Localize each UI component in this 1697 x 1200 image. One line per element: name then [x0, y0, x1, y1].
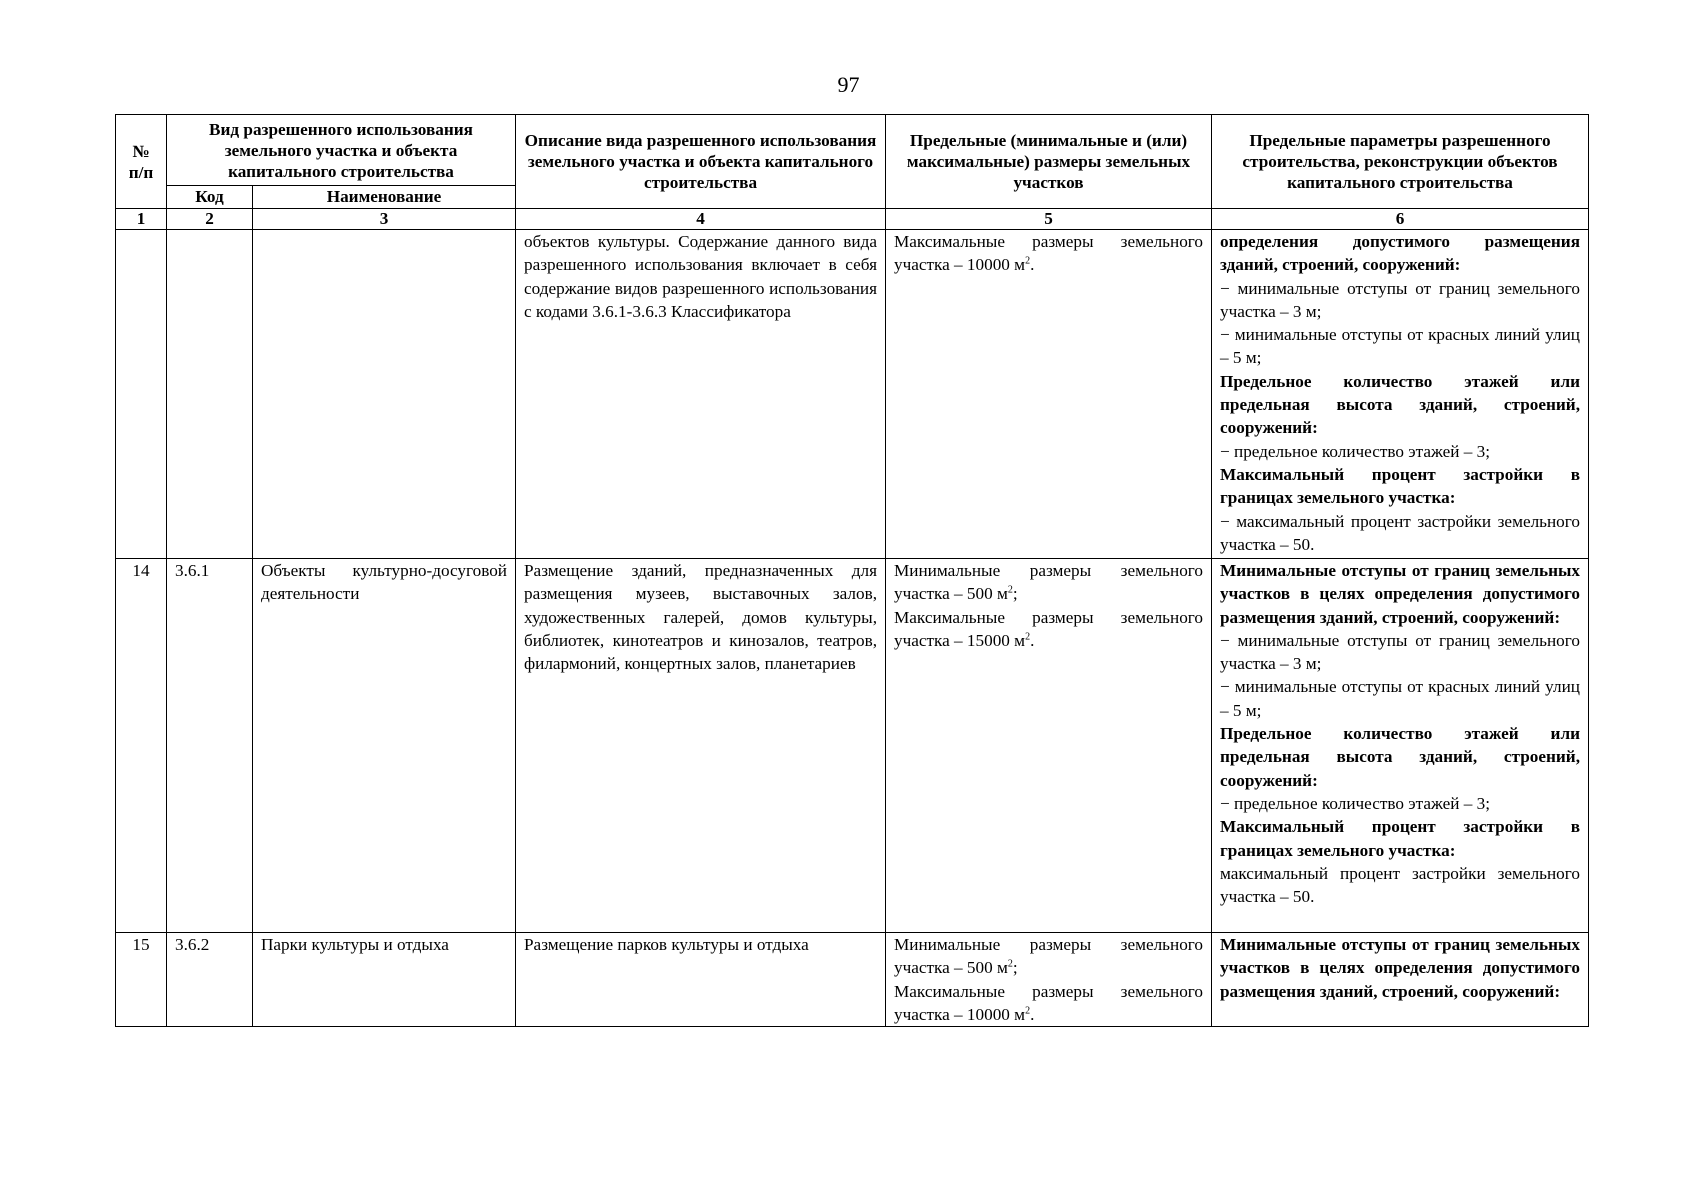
column-number: 2 — [167, 209, 253, 230]
row-name: Парки культуры и отдыха — [253, 933, 516, 1027]
param-item: − минимальные отступы от границ земельного участка – 3 м; — [1220, 630, 1580, 674]
header-description: Описание вида разрешенного использования земельного участка и объекта капитального строительства — [516, 115, 886, 209]
param-item: максимальный процент застройки земельного участка – 50. — [1220, 863, 1580, 907]
table-row — [116, 559, 1589, 933]
param-heading: Максимальный процент застройки в границах земельного участка: — [1220, 464, 1580, 508]
param-item: − максимальный процент застройки земельного участка – 50. — [1220, 511, 1580, 554]
unit-superscript: 2 — [1025, 255, 1031, 267]
row-plot-sizes — [886, 559, 1212, 933]
page-number: 97 — [837, 72, 860, 97]
column-number: 6 — [1212, 209, 1589, 230]
header-code: Код — [167, 186, 253, 209]
row-plot-sizes — [886, 230, 1212, 559]
row-code — [167, 230, 253, 559]
unit-superscript: 2 — [1007, 958, 1013, 970]
param-item: − предельное количество этажей – 3; — [1220, 441, 1491, 461]
header-name: Наименование — [253, 186, 516, 209]
zoning-regulations-table — [115, 114, 1589, 1027]
plot-size-text: Минимальные размеры земельного участка – 500 $м^2$; — [894, 561, 1203, 604]
header-use-type-group: Вид разрешенного использования земельного участка и объекта капитального строительства — [167, 115, 516, 186]
param-heading: Минимальные отступы от границ земельных участков в целях определения допустимого размещения зданий, строений, сооружений: — [1220, 561, 1580, 627]
param-item: − минимальные отступы от красных линий улиц – 5 м; — [1220, 325, 1580, 368]
header-construction-params: Предельные параметры разрешенного строительства, реконструкции объектов капитального строительства — [1212, 115, 1589, 209]
row-name: Объекты культурно-досуговой деятельности — [253, 559, 516, 933]
column-number: 4 — [516, 209, 886, 230]
param-heading: Предельное количество этажей или предельная высота зданий, строений, сооружений: — [1220, 371, 1580, 438]
row-code: 3.6.1 — [167, 559, 253, 933]
row-number: 15 — [116, 933, 167, 1027]
row-number — [116, 230, 167, 559]
plot-size-text: Минимальные размеры земельного участка – 500 $м^2$; — [894, 935, 1203, 978]
param-heading: Минимальные отступы от границ земельных участков в целях определения допустимого размещения зданий, строений, сооружений: — [1220, 935, 1580, 1001]
param-heading: Максимальный процент застройки в границах земельного участка: — [1220, 817, 1580, 860]
column-number-row — [116, 209, 1589, 230]
plot-size-text: Максимальные размеры земельного участка – 10000 $м^2$. — [894, 232, 1203, 275]
plot-size-text: Максимальные размеры земельного участка – 10000 $м^2$. — [894, 981, 1203, 1024]
row-description: объектов культуры. Содержание данного вида разрешенного использования включает в себя содержание видов разрешенного использования с кодами 3.6.1-3.6.3 Классификатора — [516, 230, 886, 559]
column-number: 3 — [253, 209, 516, 230]
unit-superscript: 2 — [1025, 1005, 1031, 1017]
row-name — [253, 230, 516, 559]
header-plot-sizes: Предельные (минимальные и (или) максимальные) размеры земельных участков — [886, 115, 1212, 209]
param-item: − предельное количество этажей – 3; — [1220, 793, 1491, 813]
column-number: 5 — [886, 209, 1212, 230]
row-construction-params — [1212, 230, 1589, 559]
table-row — [116, 933, 1589, 1027]
row-description: Размещение парков культуры и отдыха — [516, 933, 886, 1027]
param-item: − минимальные отступы от красных линий улиц – 5 м; — [1220, 677, 1580, 720]
unit-superscript: 2 — [1025, 631, 1031, 643]
column-number: 1 — [116, 209, 167, 230]
param-item: − минимальные отступы от границ земельного участка – 3 м; — [1220, 278, 1580, 321]
row-code: 3.6.2 — [167, 933, 253, 1027]
row-construction-params — [1212, 933, 1589, 1027]
unit-superscript: 2 — [1007, 584, 1013, 596]
header-num: № п/п — [116, 115, 167, 209]
plot-size-text: Максимальные размеры земельного участка – 15000 $м^2$. — [894, 607, 1203, 650]
row-construction-params — [1212, 559, 1589, 933]
param-heading: определения допустимого размещения зданий, строений, сооружений: — [1220, 232, 1580, 275]
header-row — [116, 115, 1589, 186]
row-plot-sizes — [886, 933, 1212, 1027]
param-heading: Предельное количество этажей или предельная высота зданий, строений, сооружений: — [1220, 724, 1580, 790]
row-description: Размещение зданий, предназначенных для размещения музеев, выставочных залов, художественных галерей, домов культуры, библиотек, кинотеатров и кинозалов, театров, филармоний, концертных залов, планетариев — [516, 559, 886, 933]
row-number: 14 — [116, 559, 167, 933]
table-row — [116, 230, 1589, 559]
